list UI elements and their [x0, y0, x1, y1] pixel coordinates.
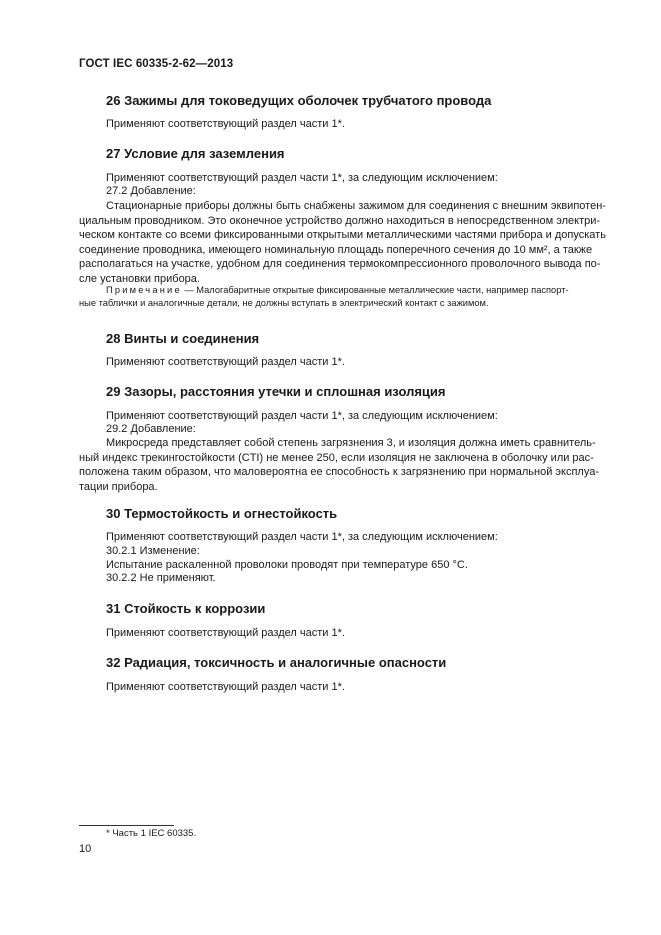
footnote-rule: [79, 825, 174, 826]
note-line: ные таблички и аналогичные детали, не должны вступать в электрический контакт с зажимом.: [79, 298, 489, 308]
para-line: тации прибора.: [79, 480, 158, 493]
para-line: ческом контакте со всеми фиксированными открытыми металлическими частями прибора и допускать: [79, 229, 606, 242]
section-32-title: 32 Радиация, токсичность и аналогичные опасности: [106, 655, 447, 670]
section-30-intro: Применяют соответствующий раздел части 1*, за следующим исключением:: [106, 531, 498, 543]
section-29-title: 29 Зазоры, расстояния утечки и сплошная изоляция: [106, 384, 446, 399]
section-30-sub1: 30.2.1 Изменение:: [106, 545, 200, 557]
para-line: располагаться на участке, удобном для соединения термокомпрессионного проволочного вывода по-: [79, 258, 601, 271]
section-27-intro: Применяют соответствующий раздел части 1*, за следующим исключением:: [106, 172, 498, 184]
section-26-title: 26 Зажимы для токоведущих оболочек трубчатого провода: [106, 93, 492, 108]
section-29-paragraph: [79, 436, 616, 494]
para-line: Стационарные приборы должны быть снабжены зажимом для соединения с внешним эквипотен-: [106, 200, 606, 212]
note-line: Примечание — Малогабаритные открытые фиксированные металлические части, например паспорт-: [106, 285, 569, 295]
footnote: * Часть 1 IEC 60335.: [106, 828, 197, 839]
section-31-title: 31 Стойкость к коррозии: [106, 601, 266, 616]
section-27-note: [79, 284, 616, 310]
para-line: соединение проводника, имеющего номинальную площадь поперечного сечения до 10 мм², а также: [79, 243, 593, 256]
section-27-title: 27 Условие для заземления: [106, 146, 285, 161]
section-31-text: Применяют соответствующий раздел части 1*.: [106, 627, 345, 639]
section-30-sub2: 30.2.2 Не применяют.: [106, 572, 216, 584]
para-line: ный индекс трекингостойкости (CTI) не менее 250, если изоляция не заключена в оболочку или рас-: [79, 451, 594, 464]
section-29-intro: Применяют соответствующий раздел части 1*, за следующим исключением:: [106, 410, 498, 422]
section-32-text: Применяют соответствующий раздел части 1*.: [106, 681, 345, 693]
page-number: 10: [79, 843, 92, 855]
para-line: Микросреда представляет собой степень загрязнения 3, и изоляция должна иметь сравнитель-: [106, 437, 596, 449]
note-label: Примечание: [106, 285, 182, 295]
para-line: сле установки прибора.: [79, 272, 200, 285]
section-27-sub: 27.2 Добавление:: [106, 185, 196, 197]
section-28-title: 28 Винты и соединения: [106, 331, 260, 346]
section-28-text: Применяют соответствующий раздел части 1*.: [106, 356, 345, 368]
document-header: ГОСТ IEC 60335-2-62—2013: [79, 58, 234, 70]
section-29-sub: 29.2 Добавление:: [106, 423, 196, 435]
section-26-text: Применяют соответствующий раздел части 1*.: [106, 118, 345, 130]
para-line: циальным проводником. Это оконечное устройство должно находиться в непосредственном электри-: [79, 214, 601, 227]
section-30-title: 30 Термостойкость и огнестойкость: [106, 506, 338, 521]
section-30-sub1-text: Испытание раскаленной проволоки проводят при температуре 650 °С.: [106, 559, 468, 571]
section-27-paragraph: [79, 199, 616, 287]
para-line: положена таким образом, что маловероятна ее способность к загрязнению при нормальной эксплуа-: [79, 466, 599, 479]
